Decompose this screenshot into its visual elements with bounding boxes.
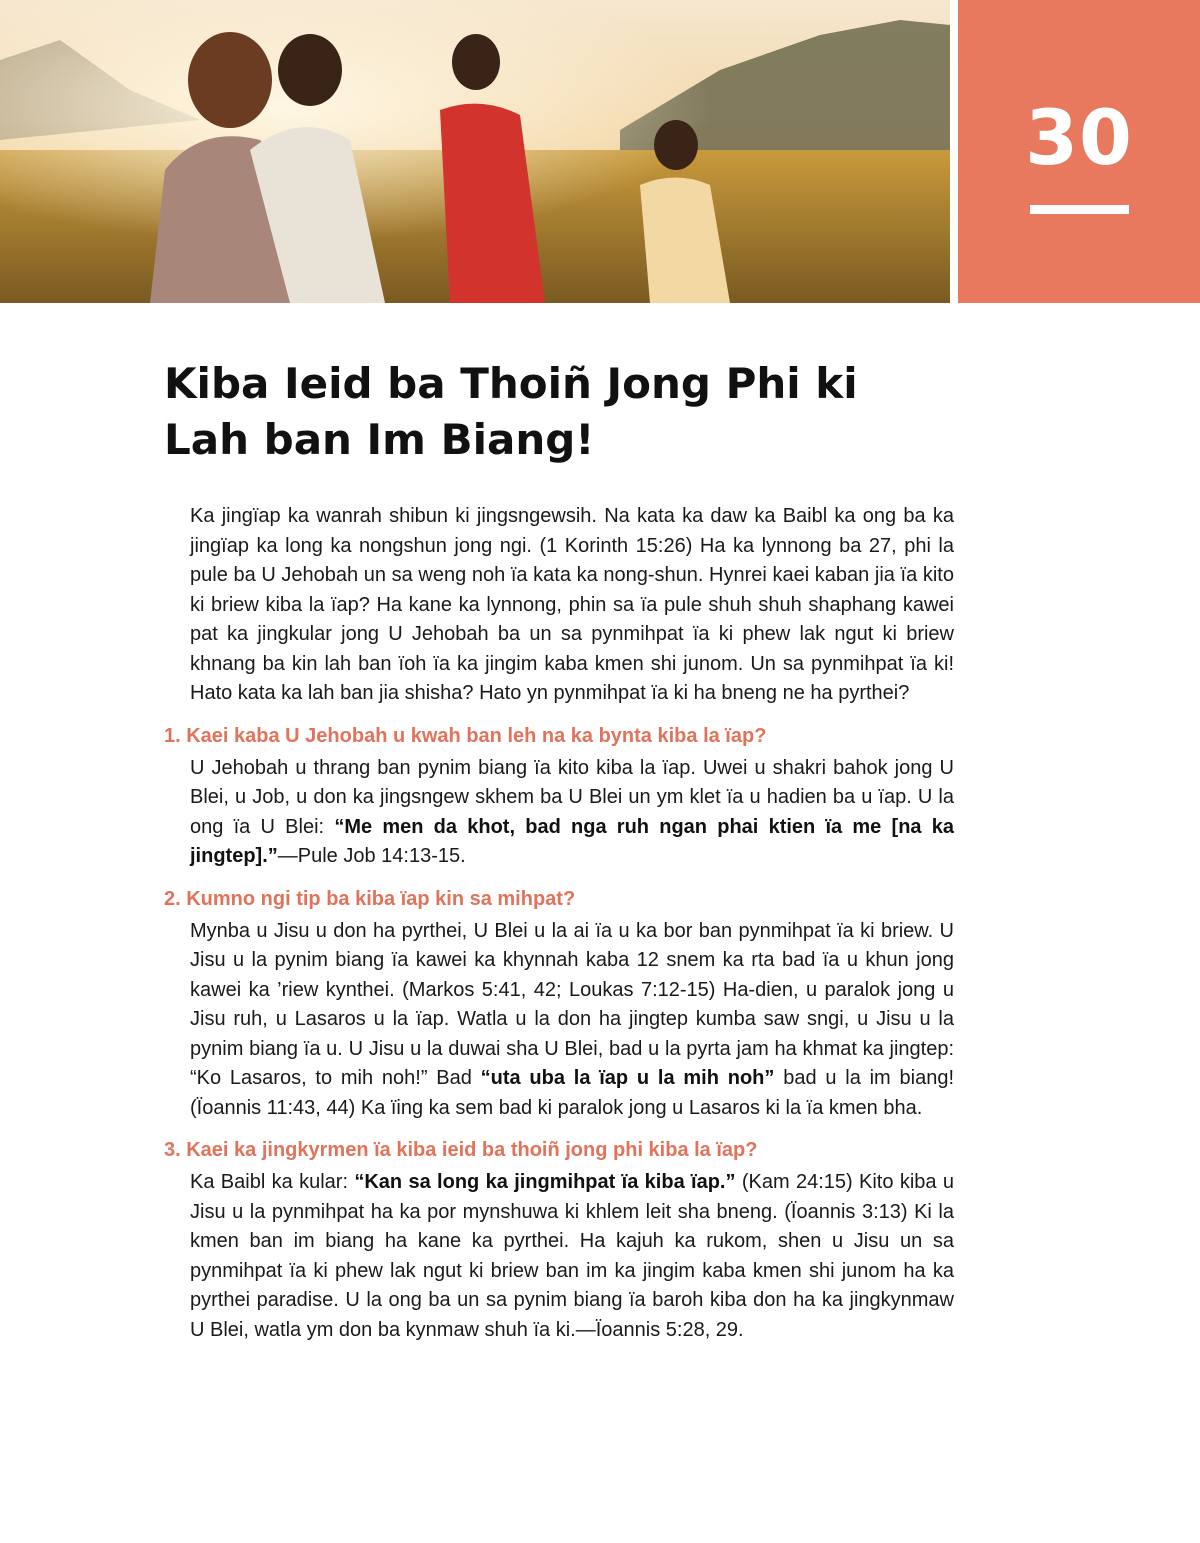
answer-2-text: Mynba u Jisu u don ha pyrthei, U Blei u la ai ïa u ka bor ban pynmihpat ïa ki briew. U Jisu u la pynim biang ïa kawei ka khynnah kaba 12 snem ka rta bad ïa u khun jong kawei ka ’riew kynthei. (Markos 5:41, 42; Loukas 7:12-15) Ha-dien, u paralok jong u Jisu ruh, u Lasaros u la ïap. Watla u la don ha jingtep kumba saw sngi, u Jisu u la pynim biang ïa u. U Jisu u la duwai sha U Blei, bad u la pyrta jam ha khmat ka jingtep: “Ko Lasaros, to mih noh!” Bad (190, 919, 954, 1089)
answer-3 (164, 1168, 954, 1345)
answer-1-text: U Jehobah u thrang ban pynim biang ïa kito kiba la ïap. Uwei u shakri bahok jong U Blei, u Job, u don ka jingsngew skhem ba U Blei un ym klet ïa u hadien ba u ïap. U la ong ïa U Blei: (190, 756, 954, 838)
page-title (164, 356, 1044, 468)
answer-2 (164, 917, 954, 1124)
title-line-1: Kiba Ieid ba Thoiñ Jong Phi ki (164, 359, 858, 408)
question-2: 2. Kumno ngi tip ba kiba ïap kin sa mihpat? (164, 887, 576, 910)
lesson-rule (1030, 205, 1129, 214)
lesson-number: 30 (1025, 93, 1133, 182)
answer-3-quote: “Kan sa long ka jingmihpat ïa kiba ïap.” (354, 1171, 736, 1193)
title-line-2: Lah ban Im Biang! (164, 415, 595, 464)
answer-2-rest: bad u la im biang! (Ïoannis 11:43, 44) Ka ïing ka sem bad ki paralok jong u Lasaros ki la ïa kmen bha. (190, 1067, 955, 1119)
hero-photo (0, 0, 950, 303)
answer-3-text: Ka Baibl ka kular: (190, 1171, 355, 1193)
answer-1 (164, 754, 954, 872)
answer-3-rest: (Kam 24:15) Kito kiba u Jisu u la pynmihpat ha ka por mynshuwa ki khlem leit sha bneng. (Ïoannis 3:13) Ki la kmen ban im biang ha kane ka pyrthei. Ha kajuh ka rukom, shen u Jisu un sa pynmihpat ïa ki phew lak ngut ki briew ban im ka jingim kaba kmen shi junom ha ka pyrthei paradise. U la ong ba un sa pynim biang ïa baroh kiba don ha ka jingkynmaw U Blei, watla ym don ba kynmaw shuh ïa ki.—Ïoannis 5:28, 29. (190, 1171, 954, 1341)
article-body (164, 502, 954, 1345)
answer-1-quote: “Me men da khot, bad nga ruh ngan phai ktien ïa me [na ka jingtep].” (190, 815, 955, 867)
answer-2-quote: “uta uba la ïap u la mih noh” (480, 1067, 775, 1089)
lesson-badge (958, 0, 1200, 303)
question-3: 3. Kaei ka jingkyrmen ïa kiba ieid ba thoiñ jong phi kiba la ïap? (164, 1139, 758, 1161)
question-1: 1. Kaei kaba U Jehobah u kwah ban leh na ka bynta kiba la ïap? (164, 724, 767, 747)
intro-paragraph: Ka jingïap ka wanrah shibun ki jingsngewsih. Na kata ka daw ka Baibl ka ong ba ka jingïap ka long ka nongshun jong ngi. (1 Korinth 15:26) Ha ka lynnong ba 27, phi la pule ba U Jehobah un sa weng noh ïa kata ka nong-shun. Hynrei kaei kaban jia ïa kito ki briew kiba la ïap? Ha kane ka lynnong, phin sa ïa pule shuh shuh shaphang kawei pat ka jingkular jong U Jehobah ba un sa pynmihpat ïa ki phew lak ngut ki briew khnang ba kin lah ban ïoh ïa ka jingim kaba kmen shi junom. Un sa pynmihpat ïa ki! Hato kata ka lah ban jia shisha? Hato yn pynmihpat ïa ki ha bneng ne ha pyrthei? (190, 505, 954, 704)
answer-1-ref: —Pule Job 14:13-15. (277, 845, 466, 867)
